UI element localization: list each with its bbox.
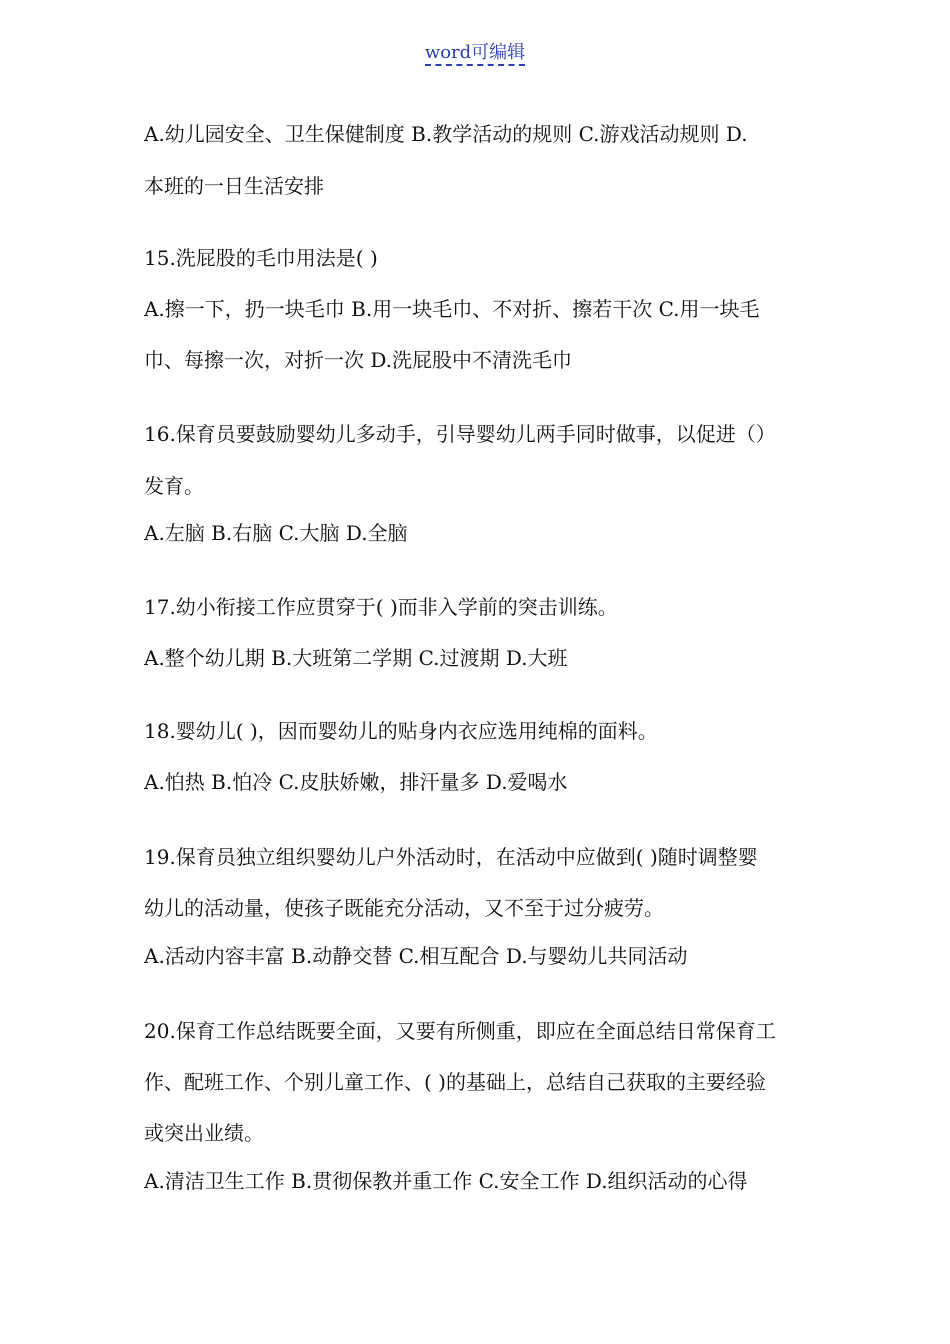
q17-options: A.整个幼儿期 B.大班第二学期 C.过渡期 D.大班 — [144, 646, 568, 670]
q16-options: A.左脑 B.右脑 C.大脑 D.全脑 — [144, 521, 408, 545]
q16-question-line-2: 发育。 — [144, 474, 204, 498]
q20-question-line-2: 作、配班工作、个别儿童工作、( )的基础上，总结自己获取的主要经验 — [144, 1070, 766, 1094]
header-link-text[interactable]: word可编辑 — [425, 42, 525, 66]
q19-question-line-2: 幼儿的活动量，使孩子既能充分活动，又不至于过分疲劳。 — [144, 896, 664, 920]
q20-question-line-1: 20.保育工作总结既要全面，又要有所侧重，即应在全面总结日常保育工 — [144, 1019, 776, 1043]
header-word-editable-link[interactable] — [0, 38, 950, 64]
q19-options: A.活动内容丰富 B.动静交替 C.相互配合 D.与婴幼儿共同活动 — [144, 944, 688, 968]
q14-options-line-1: A.幼儿园安全、卫生保健制度 B.教学活动的规则 C.游戏活动规则 D. — [144, 122, 748, 146]
q20-options: A.清洁卫生工作 B.贯彻保教并重工作 C.安全工作 D.组织活动的心得 — [144, 1169, 748, 1193]
q14-options-line-2: 本班的一日生活安排 — [144, 174, 324, 198]
q15-options-line-2: 巾、每擦一次，对折一次 D.洗屁股中不清洗毛巾 — [144, 348, 573, 372]
q20-question-line-3: 或突出业绩。 — [144, 1121, 264, 1145]
q18-options: A.怕热 B.怕冷 C.皮肤娇嫩，排汗量多 D.爱喝水 — [144, 770, 568, 794]
q17-question: 17.幼小衔接工作应贯穿于( )而非入学前的突击训练。 — [144, 595, 618, 619]
q16-question-line-1: 16.保育员要鼓励婴幼儿多动手，引导婴幼儿两手同时做事，以促进（） — [144, 422, 776, 446]
q19-question-line-1: 19.保育员独立组织婴幼儿户外活动时，在活动中应做到( )随时调整婴 — [144, 845, 758, 869]
q15-options-line-1: A.擦一下，扔一块毛巾 B.用一块毛巾、不对折、擦若干次 C.用一块毛 — [144, 297, 760, 321]
q18-question: 18.婴幼儿( )，因而婴幼儿的贴身内衣应选用纯棉的面料。 — [144, 719, 658, 743]
q15-question: 15.洗屁股的毛巾用法是( ) — [144, 246, 378, 270]
